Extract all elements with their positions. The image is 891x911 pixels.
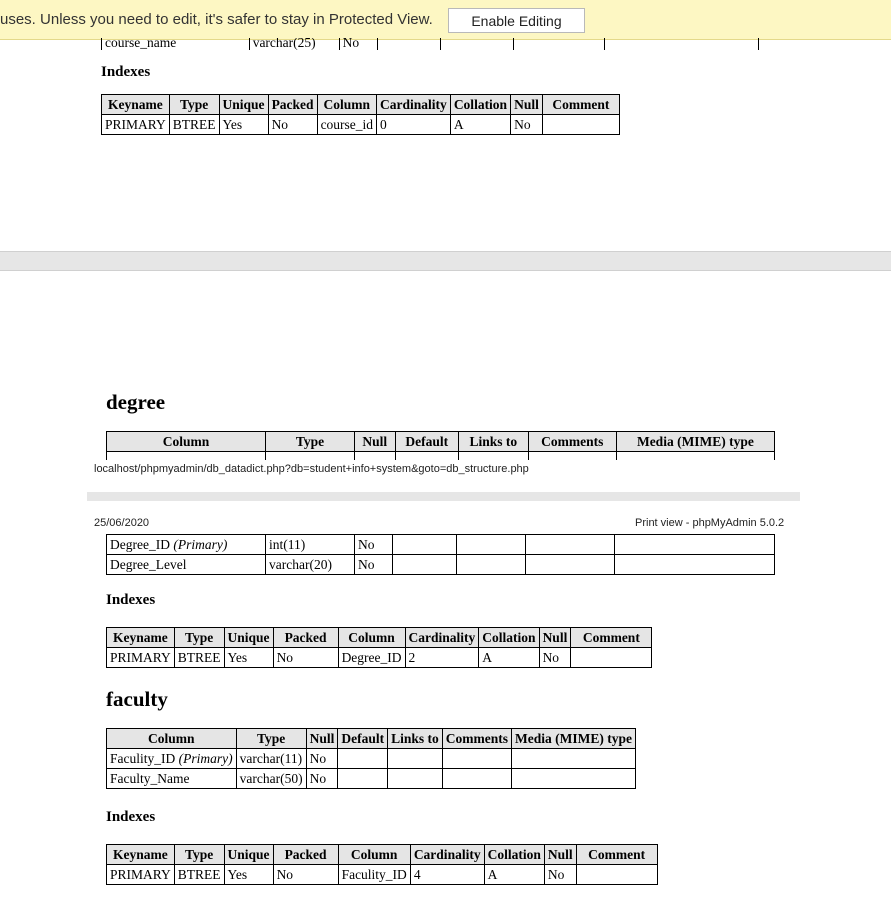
table-header-row bbox=[107, 845, 658, 865]
table-row bbox=[107, 535, 775, 555]
table-cell: PRIMARY bbox=[107, 865, 175, 885]
header-cell: Links to bbox=[388, 729, 443, 749]
partial-cell: course_name bbox=[102, 38, 250, 50]
header-cell: Collation bbox=[484, 845, 544, 865]
table-cell: Faculity_ID (Primary) bbox=[107, 749, 237, 769]
course-indexes-table bbox=[101, 94, 620, 135]
table-row bbox=[107, 769, 636, 789]
table-cell bbox=[442, 749, 511, 769]
header-cell: Links to bbox=[458, 432, 528, 452]
partial-cell bbox=[513, 38, 604, 50]
faculty-columns-table bbox=[106, 728, 636, 789]
table-header-row bbox=[102, 95, 620, 115]
header-cell: Default bbox=[395, 432, 458, 452]
header-cell: Comment bbox=[576, 845, 657, 865]
table-cell: Degree_ID bbox=[338, 648, 405, 668]
table-cell: PRIMARY bbox=[102, 115, 170, 135]
table-row bbox=[102, 115, 620, 135]
header-cell: Collation bbox=[450, 95, 510, 115]
header-cell: Column bbox=[338, 845, 410, 865]
course-indexes-heading: Indexes bbox=[101, 64, 151, 80]
header-cell: Unique bbox=[224, 628, 273, 648]
print-page-separator bbox=[87, 492, 800, 501]
enable-editing-button[interactable]: Enable Editing bbox=[448, 8, 585, 33]
table-cell: int(11) bbox=[266, 535, 355, 555]
table-cell: Faculty_Name bbox=[107, 769, 237, 789]
table-cell bbox=[457, 535, 526, 555]
header-cell: Unique bbox=[224, 845, 273, 865]
header-cell: Type bbox=[174, 628, 224, 648]
table-header-row bbox=[107, 628, 652, 648]
header-cell: Packed bbox=[268, 95, 317, 115]
header-cell: Cardinality bbox=[377, 95, 451, 115]
course-table-partial bbox=[101, 38, 759, 50]
header-cell: Comments bbox=[442, 729, 511, 749]
header-cell: Type bbox=[169, 95, 219, 115]
table-cell: 4 bbox=[410, 865, 484, 885]
faculty-indexes-table bbox=[106, 844, 658, 885]
table-cell: Yes bbox=[224, 648, 273, 668]
table-cell: No bbox=[355, 555, 393, 575]
table-cell: BTREE bbox=[169, 115, 219, 135]
table-cell: Yes bbox=[224, 865, 273, 885]
header-cell: Column bbox=[107, 729, 237, 749]
table-cell: course_id bbox=[317, 115, 376, 135]
table-cell: PRIMARY bbox=[107, 648, 175, 668]
table-cell: No bbox=[544, 865, 576, 885]
faculty-title: faculty bbox=[106, 687, 168, 711]
table-cell: Faculity_ID bbox=[338, 865, 410, 885]
table-cell bbox=[393, 555, 457, 575]
table-cell: varchar(20) bbox=[266, 555, 355, 575]
table-cell bbox=[576, 865, 657, 885]
header-cell: Null bbox=[511, 95, 543, 115]
table-cell: varchar(11) bbox=[236, 749, 306, 769]
table-cell bbox=[615, 555, 775, 575]
header-cell: Column bbox=[107, 432, 266, 452]
table-header-row bbox=[107, 432, 775, 452]
table-cell bbox=[512, 769, 636, 789]
table-cell: A bbox=[450, 115, 510, 135]
degree-indexes-heading: Indexes bbox=[106, 592, 156, 608]
table-cell bbox=[526, 555, 615, 575]
header-cell: Unique bbox=[219, 95, 268, 115]
table-cell: No bbox=[268, 115, 317, 135]
table-cell: Yes bbox=[219, 115, 268, 135]
table-cell: Degree_Level bbox=[107, 555, 266, 575]
degree-columns-body-part bbox=[106, 534, 776, 576]
table-cell bbox=[388, 749, 443, 769]
header-cell: Collation bbox=[479, 628, 539, 648]
table-cell: BTREE bbox=[174, 865, 224, 885]
table-cell bbox=[442, 769, 511, 789]
table-cell: varchar(50) bbox=[236, 769, 306, 789]
header-cell: Comment bbox=[542, 95, 619, 115]
header-cell: Default bbox=[338, 729, 388, 749]
partial-cell bbox=[377, 38, 441, 50]
header-cell: Comment bbox=[571, 628, 652, 648]
header-cell: Packed bbox=[273, 845, 338, 865]
header-cell: Keyname bbox=[107, 845, 175, 865]
table-row bbox=[107, 865, 658, 885]
header-cell: Comments bbox=[528, 432, 616, 452]
table-cell: 2 bbox=[405, 648, 479, 668]
header-cell: Cardinality bbox=[405, 628, 479, 648]
table-cell: A bbox=[479, 648, 539, 668]
table-cell: A bbox=[484, 865, 544, 885]
partial-cell bbox=[604, 38, 758, 50]
table-cell: 0 bbox=[377, 115, 451, 135]
header-cell: Media (MIME) type bbox=[616, 432, 774, 452]
table-cell: No bbox=[273, 865, 338, 885]
header-cell: Null bbox=[544, 845, 576, 865]
header-cell: Keyname bbox=[102, 95, 170, 115]
table-row bbox=[107, 648, 652, 668]
table-cell: No bbox=[355, 535, 393, 555]
table-cell: No bbox=[539, 648, 571, 668]
degree-columns-header-part bbox=[106, 431, 776, 460]
table-cell: BTREE bbox=[174, 648, 224, 668]
table-cell bbox=[388, 769, 443, 789]
table-row bbox=[107, 555, 775, 575]
table-cell bbox=[393, 535, 457, 555]
print-url-footer: localhost/phpmyadmin/db_datadict.php?db=student+info+system&goto=db_structure.php bbox=[94, 463, 529, 475]
table-cell: No bbox=[273, 648, 338, 668]
partial-cell bbox=[441, 38, 514, 50]
print-title: Print view - phpMyAdmin 5.0.2 bbox=[635, 517, 785, 529]
table-cell: No bbox=[511, 115, 543, 135]
table-cell bbox=[526, 535, 615, 555]
header-cell: Type bbox=[266, 432, 355, 452]
header-cell: Keyname bbox=[107, 628, 175, 648]
partial-cell: No bbox=[339, 38, 377, 50]
table-cell bbox=[571, 648, 652, 668]
print-date: 25/06/2020 bbox=[94, 517, 150, 529]
header-cell: Type bbox=[174, 845, 224, 865]
header-cell: Packed bbox=[273, 628, 338, 648]
table-cell: No bbox=[306, 769, 338, 789]
table-cell bbox=[542, 115, 619, 135]
header-cell: Cardinality bbox=[410, 845, 484, 865]
header-cell: Type bbox=[236, 729, 306, 749]
table-row bbox=[107, 749, 636, 769]
header-cell: Null bbox=[306, 729, 338, 749]
faculty-indexes-heading: Indexes bbox=[106, 809, 156, 825]
table-cell: No bbox=[306, 749, 338, 769]
table-cell: Degree_ID (Primary) bbox=[107, 535, 266, 555]
partial-cell: varchar(25) bbox=[249, 38, 339, 50]
table-header-row bbox=[107, 729, 636, 749]
table-cell bbox=[615, 535, 775, 555]
degree-indexes-table bbox=[106, 627, 652, 668]
header-cell: Media (MIME) type bbox=[512, 729, 636, 749]
page-separator bbox=[0, 251, 891, 271]
header-cell: Column bbox=[317, 95, 376, 115]
protected-view-message: uses. Unless you need to edit, it's safer to stay in Protected View. bbox=[0, 11, 433, 28]
table-cell bbox=[338, 769, 388, 789]
header-cell: Null bbox=[539, 628, 571, 648]
table-cell bbox=[512, 749, 636, 769]
header-cell: Null bbox=[355, 432, 396, 452]
table-cell bbox=[457, 555, 526, 575]
header-cell: Column bbox=[338, 628, 405, 648]
degree-title: degree bbox=[106, 390, 166, 414]
table-cell bbox=[338, 749, 388, 769]
